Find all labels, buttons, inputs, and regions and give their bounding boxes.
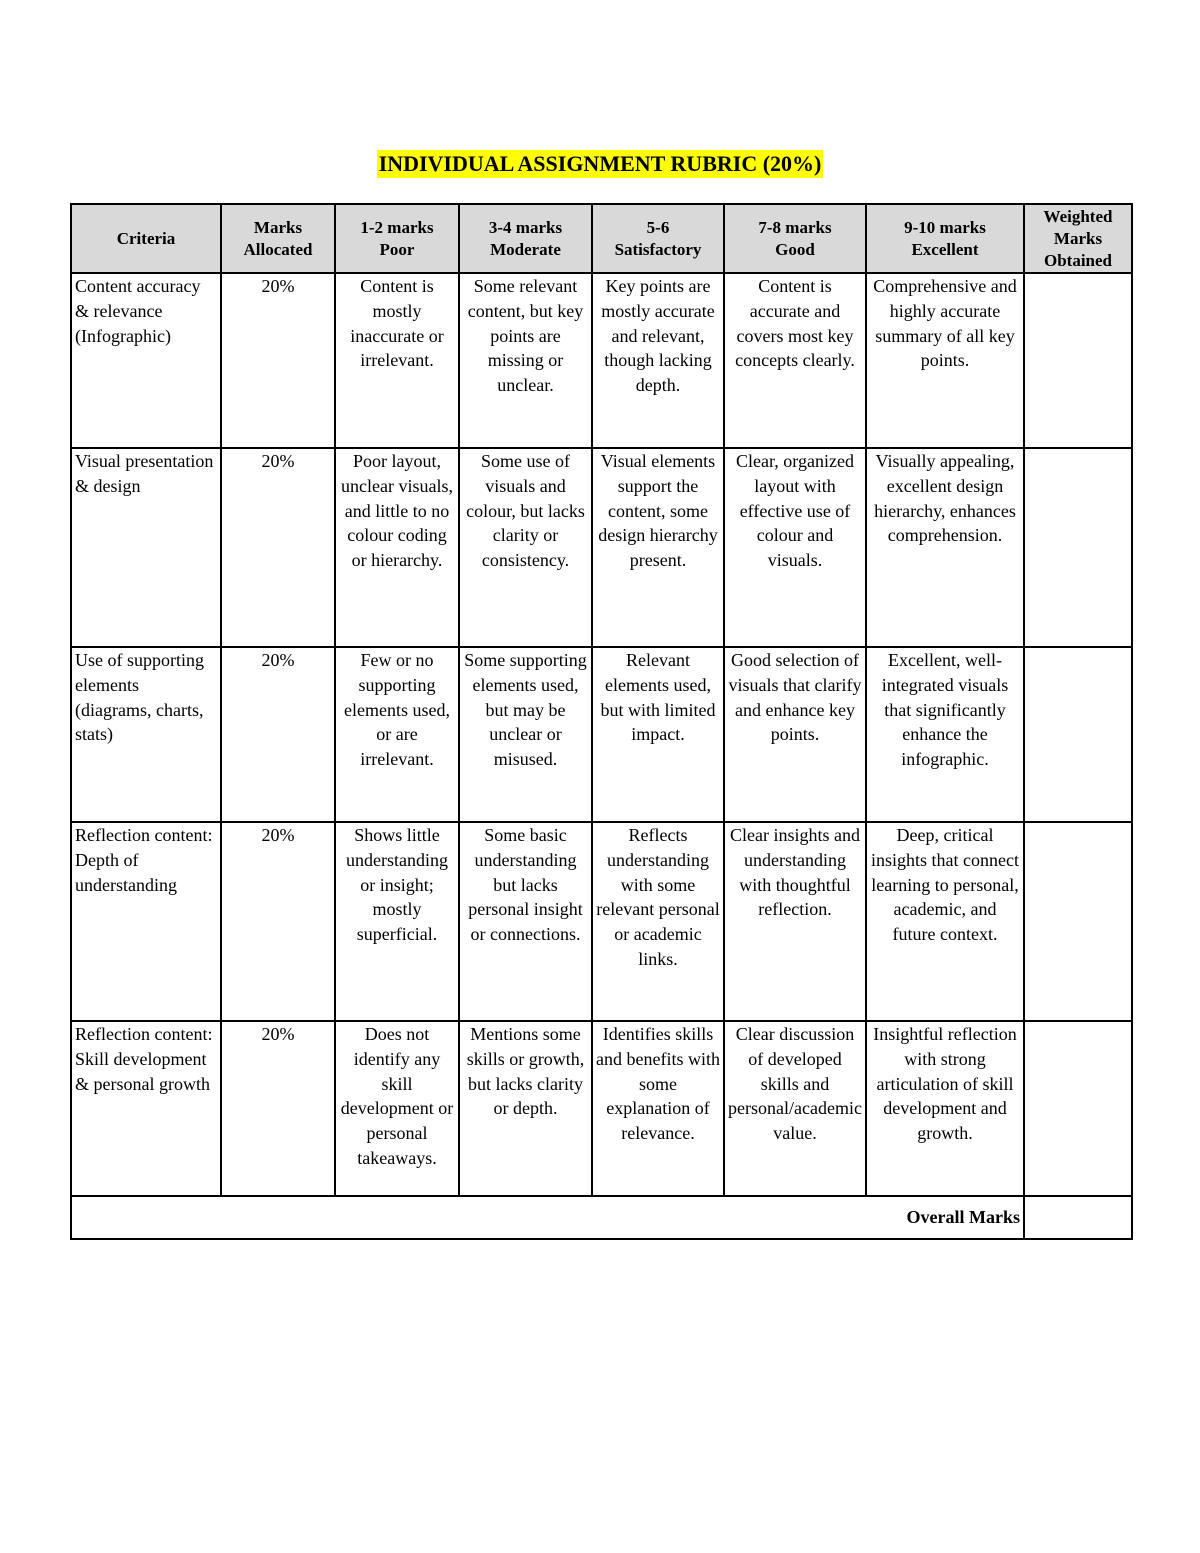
poor-cell: Shows little understanding or insight; mostly superficial. bbox=[335, 822, 459, 1021]
table-row bbox=[71, 273, 1132, 448]
moderate-cell: Some basic understanding but lacks personal insight or connections. bbox=[459, 822, 592, 1021]
marks-allocated-cell: 20% bbox=[221, 822, 335, 1021]
satisfactory-cell: Reflects understanding with some relevant personal or academic links. bbox=[592, 822, 724, 1021]
table-row bbox=[71, 448, 1132, 647]
header-row bbox=[71, 204, 1132, 273]
page-title: INDIVIDUAL ASSIGNMENT RUBRIC (20%) bbox=[378, 151, 822, 176]
header-marks-allocated: Marks Allocated bbox=[221, 204, 335, 273]
rubric-table bbox=[70, 203, 1133, 1240]
header-satisfactory: 5-6 Satisfactory bbox=[592, 204, 724, 273]
satisfactory-cell: Relevant elements used, but with limited impact. bbox=[592, 647, 724, 822]
overall-marks-row bbox=[71, 1196, 1132, 1239]
excellent-cell: Insightful reflection with strong articulation of skill development and growth. bbox=[866, 1021, 1024, 1196]
satisfactory-cell: Identifies skills and benefits with some explanation of relevance. bbox=[592, 1021, 724, 1196]
overall-marks-value[interactable] bbox=[1024, 1196, 1132, 1239]
marks-allocated-cell: 20% bbox=[221, 273, 335, 448]
header-criteria: Criteria bbox=[71, 204, 221, 273]
poor-cell: Content is mostly inaccurate or irrelevant. bbox=[335, 273, 459, 448]
poor-cell: Few or no supporting elements used, or are irrelevant. bbox=[335, 647, 459, 822]
table-row bbox=[71, 1021, 1132, 1196]
header-good: 7-8 marks Good bbox=[724, 204, 866, 273]
moderate-cell: Mentions some skills or growth, but lacks clarity or depth. bbox=[459, 1021, 592, 1196]
weighted-marks-cell[interactable] bbox=[1024, 1021, 1132, 1196]
weighted-marks-cell[interactable] bbox=[1024, 273, 1132, 448]
marks-allocated-cell: 20% bbox=[221, 647, 335, 822]
satisfactory-cell: Visual elements support the content, some design hierarchy present. bbox=[592, 448, 724, 647]
criteria-cell: Use of supporting elements (diagrams, charts, stats) bbox=[71, 647, 221, 822]
poor-cell: Does not identify any skill development or personal takeaways. bbox=[335, 1021, 459, 1196]
good-cell: Clear, organized layout with effective use of colour and visuals. bbox=[724, 448, 866, 647]
criteria-cell: Reflection content: Skill development & personal growth bbox=[71, 1021, 221, 1196]
excellent-cell: Visually appealing, excellent design hierarchy, enhances comprehension. bbox=[866, 448, 1024, 647]
excellent-cell: Comprehensive and highly accurate summary of all key points. bbox=[866, 273, 1024, 448]
criteria-cell: Visual presentation & design bbox=[71, 448, 221, 647]
good-cell: Good selection of visuals that clarify and enhance key points. bbox=[724, 647, 866, 822]
excellent-cell: Excellent, well-integrated visuals that significantly enhance the infographic. bbox=[866, 647, 1024, 822]
header-excellent: 9-10 marks Excellent bbox=[866, 204, 1024, 273]
moderate-cell: Some relevant content, but key points are missing or unclear. bbox=[459, 273, 592, 448]
header-moderate: 3-4 marks Moderate bbox=[459, 204, 592, 273]
good-cell: Clear discussion of developed skills and personal/academic value. bbox=[724, 1021, 866, 1196]
marks-allocated-cell: 20% bbox=[221, 1021, 335, 1196]
weighted-marks-cell[interactable] bbox=[1024, 647, 1132, 822]
overall-marks-label: Overall Marks bbox=[71, 1196, 1024, 1239]
criteria-cell: Reflection content: Depth of understanding bbox=[71, 822, 221, 1021]
moderate-cell: Some supporting elements used, but may be unclear or misused. bbox=[459, 647, 592, 822]
excellent-cell: Deep, critical insights that connect learning to personal, academic, and future context. bbox=[866, 822, 1024, 1021]
header-poor: 1-2 marks Poor bbox=[335, 204, 459, 273]
criteria-cell: Content accuracy & relevance (Infographic) bbox=[71, 273, 221, 448]
good-cell: Content is accurate and covers most key concepts clearly. bbox=[724, 273, 866, 448]
good-cell: Clear insights and understanding with thoughtful reflection. bbox=[724, 822, 866, 1021]
table-row bbox=[71, 822, 1132, 1021]
marks-allocated-cell: 20% bbox=[221, 448, 335, 647]
moderate-cell: Some use of visuals and colour, but lacks clarity or consistency. bbox=[459, 448, 592, 647]
header-weighted-marks: Weighted Marks Obtained bbox=[1024, 204, 1132, 273]
table-row bbox=[71, 647, 1132, 822]
title-container bbox=[0, 150, 1200, 178]
weighted-marks-cell[interactable] bbox=[1024, 448, 1132, 647]
poor-cell: Poor layout, unclear visuals, and little to no colour coding or hierarchy. bbox=[335, 448, 459, 647]
weighted-marks-cell[interactable] bbox=[1024, 822, 1132, 1021]
satisfactory-cell: Key points are mostly accurate and relevant, though lacking depth. bbox=[592, 273, 724, 448]
